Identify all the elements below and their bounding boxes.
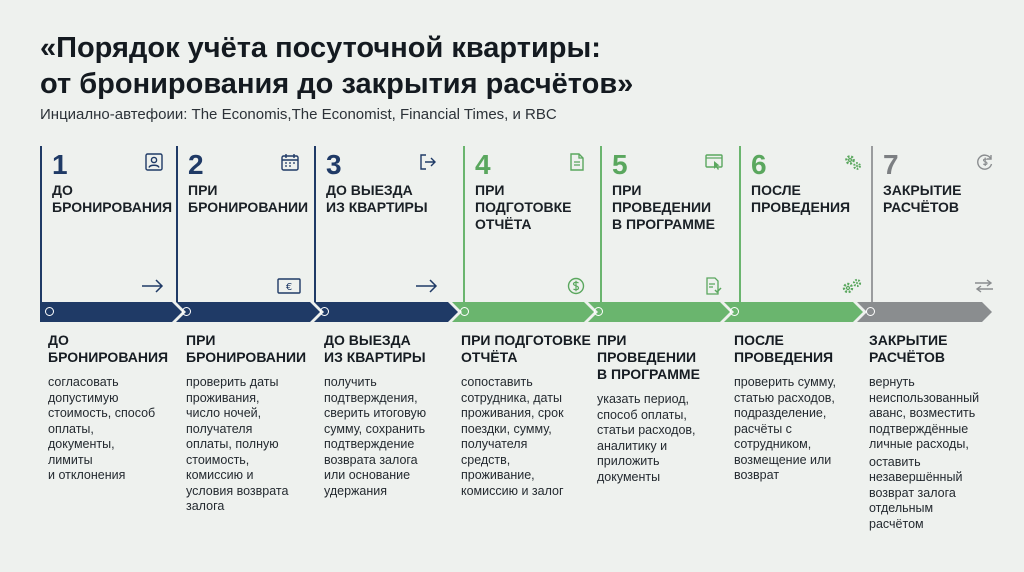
- step-divider: [176, 146, 178, 302]
- gears-icon: [843, 152, 863, 172]
- timeline-node: [320, 307, 329, 316]
- step-heading: ПОСЛЕ ПРОВЕДЕНИЯ: [751, 182, 851, 215]
- exit-icon: [418, 152, 438, 172]
- band-segment-6: [724, 302, 863, 322]
- step-number: 5: [612, 149, 628, 180]
- step-4: [463, 146, 583, 306]
- column-6: [734, 332, 866, 484]
- band-segment-2: [176, 302, 320, 322]
- step-number: 2: [188, 149, 204, 180]
- timeline-node: [45, 307, 54, 316]
- step-heading: ЗАКРЫТИЕ РАСЧЁТОВ: [883, 182, 962, 215]
- band-segment-5: [588, 302, 730, 322]
- timeline-node: [182, 307, 191, 316]
- band-segment-3: [314, 302, 458, 322]
- exchange-arrows-icon: [971, 277, 997, 295]
- step-number: 6: [751, 149, 767, 180]
- band-segment-7: [857, 302, 992, 322]
- timeline-node: [460, 307, 469, 316]
- dollar-coin-icon: [563, 277, 589, 295]
- step-7: [871, 146, 991, 306]
- column-description-extra: оставить незавершённый возврат залога отдельным расчётом: [869, 454, 963, 531]
- step-2: [176, 146, 309, 306]
- step-1: [40, 146, 173, 306]
- column-heading: ПРИ БРОНИРОВАНИИ: [186, 332, 307, 365]
- column-7: [869, 332, 1001, 532]
- column-heading: ЗАКРЫТИЕ РАСЧЁТОВ: [869, 332, 948, 365]
- column-description: сопоставить сотрудника, даты проживания, срок поездки, сумму, получателя средств, проживание, комиссию и залог: [461, 375, 564, 498]
- screen-cursor-icon: [704, 152, 724, 172]
- step-divider: [40, 146, 42, 302]
- column-description: вернуть неиспользованный аванс, возместить подтверждённые личные расходы,: [869, 375, 980, 451]
- timeline-node: [594, 307, 603, 316]
- document-icon: [567, 152, 587, 172]
- column-heading: ДО БРОНИРОВАНИЯ: [48, 332, 169, 365]
- banknote-icon: [276, 277, 302, 295]
- column-description: проверить сумму, статью расходов, подразделение, расчёты с сотрудником, возмещение или возврат: [734, 375, 836, 482]
- step-heading: ДО БРОНИРОВАНИЯ: [52, 182, 173, 215]
- band-segment-1: [40, 302, 182, 322]
- gears-icon: [839, 277, 865, 295]
- step-number: 4: [475, 149, 491, 180]
- column-3: [324, 332, 456, 499]
- arrow-right-icon: [414, 277, 440, 295]
- column-description: получить подтверждения, сверить итоговую сумму, сохранить подтверждение возврата залога или основание удержания: [324, 375, 427, 498]
- calendar-icon: [280, 152, 300, 172]
- column-heading: ПРИ ПРОВЕДЕНИИ В ПРОГРАММЕ: [597, 332, 700, 382]
- step-divider: [463, 146, 465, 302]
- title-line-2: от бронирования до закрытия расчётов»: [40, 68, 634, 100]
- column-heading: ДО ВЫЕЗДА ИЗ КВАРТИРЫ: [324, 332, 426, 365]
- step-heading: ПРИ ПРОВЕДЕНИИ В ПРОГРАММЕ: [612, 182, 715, 232]
- step-divider: [739, 146, 741, 302]
- user-card-icon: [144, 152, 164, 172]
- dollar-refresh-icon: [975, 152, 995, 172]
- document-check-icon: [700, 277, 726, 295]
- column-description: указать период, способ оплаты, статьи расходов, аналитику и приложить документы: [597, 392, 696, 484]
- timeline-node: [730, 307, 739, 316]
- step-number: 1: [52, 149, 68, 180]
- banknote-symbol: €: [285, 282, 293, 293]
- column-description: проверить даты проживания, число ночей, получателя оплаты, полную стоимость, комиссию и условия возврата залога: [186, 375, 289, 513]
- step-heading: ПРИ БРОНИРОВАНИИ: [188, 182, 309, 215]
- column-heading: ПРИ ПОДГОТОВКЕ ОТЧЁТА: [461, 332, 591, 365]
- timeline-node: [866, 307, 875, 316]
- title-line-1: «Порядок учёта посуточной квартиры:: [40, 32, 601, 64]
- column-heading: ПОСЛЕ ПРОВЕДЕНИЯ: [734, 332, 834, 365]
- column-5: [597, 332, 729, 485]
- page-title: [40, 30, 1000, 102]
- step-divider: [871, 146, 873, 302]
- column-description: согласовать допустимую стоимость, способ оплаты, документы, лимиты и отклонения: [48, 375, 156, 482]
- step-6: [739, 146, 859, 306]
- step-heading: ПРИ ПОДГОТОВКЕ ОТЧЁТА: [475, 182, 572, 232]
- column-1: [48, 332, 180, 484]
- step-heading: ДО ВЫЕЗДА ИЗ КВАРТИРЫ: [326, 182, 428, 215]
- step-divider: [600, 146, 602, 302]
- step-3: [314, 146, 434, 306]
- column-4: [461, 332, 593, 499]
- band-segment-4: [452, 302, 594, 322]
- step-number: 3: [326, 149, 342, 180]
- step-divider: [314, 146, 316, 302]
- step-number: 7: [883, 149, 899, 180]
- step-5: [600, 146, 720, 306]
- column-2: [186, 332, 318, 515]
- page-subtitle: Инциално-автефоии: The Economis,The Economist, Financial Times, и RBC: [40, 106, 557, 123]
- arrow-right-icon: [140, 277, 166, 295]
